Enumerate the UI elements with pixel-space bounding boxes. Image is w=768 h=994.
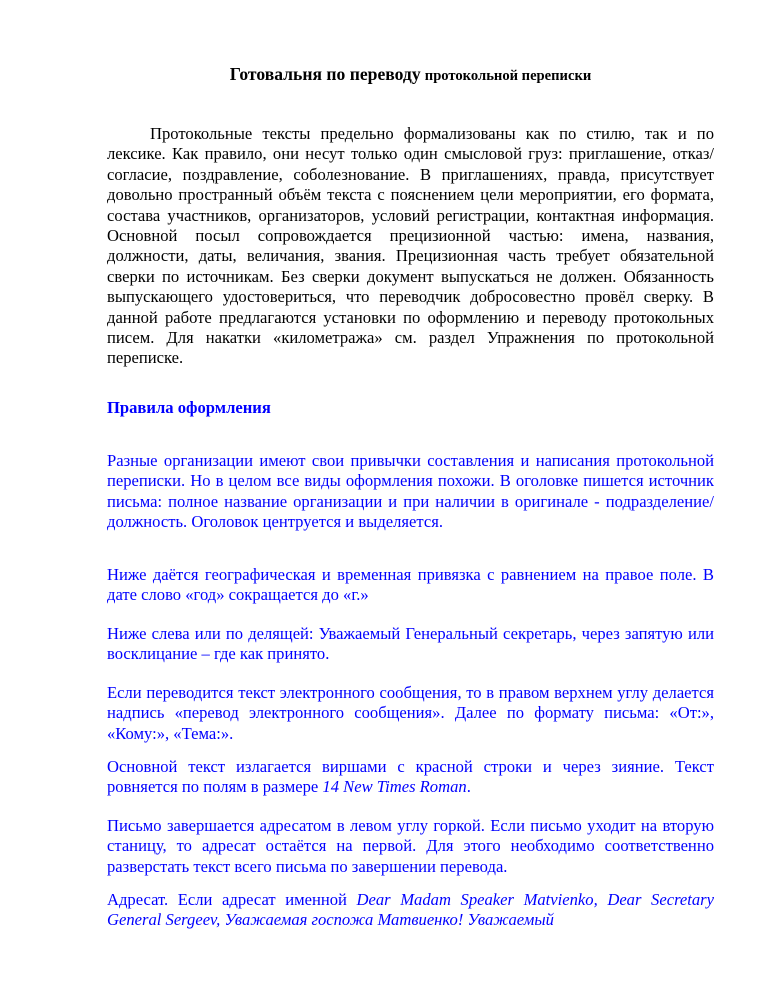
document-title	[107, 64, 714, 86]
p5-font-name: 14 New Times Roman	[322, 777, 467, 797]
p7-examples: Dear Madam Speaker Matvienko, Dear Secretary General Sergeev, Уважаемая госпожа Матвиенко! Уважаемый	[107, 890, 715, 930]
paragraph-email-rules: Если переводится текст электронного сообщения, то в правом верхнем углу делается надпись «перевод электронного сообщения». Далее по формату письма: «От:», «Кому:», «Тема:».	[107, 683, 714, 743]
section-heading: Правила оформления	[107, 398, 271, 417]
title-main: Готовальня по переводу	[229, 64, 421, 84]
title-sub: протокольной переписки	[424, 68, 592, 84]
paragraph-body-text-rules	[107, 757, 714, 798]
p5-end: .	[466, 777, 471, 797]
paragraph-addressee-rules	[107, 890, 714, 931]
paragraph-date-rules: Ниже даётся географическая и временная привязка с равнением на правое поле. В дате слово «год» сокращается до «г.»	[107, 565, 714, 605]
p7-text: Адресат. Если адресат именной	[107, 890, 357, 909]
intro-paragraph: Протокольные тексты предельно формализованы как по стилю, так и по лексике. Как правило, они несут только один смысловой груз: приглашение, отказ/согласие, поздравление, соболезнование. В приглашениях, правда, присутствует довольно пространный объём текста с пояснением цели мероприятии, его формата, состава участников, организаторов, условий регистрации, контактная информация. Основной посыл сопровождается прецизионной частью: имена, названия, должности, даты, величания, звания. Прецизионная часть требует обязательной сверки по источникам. Без сверки документ выпускаться не должен. Обязанность выпускающего удостовериться, что переводчик добросовестно провёл сверку. В данной работе предлагаются установки по оформлению и переводу протокольных писем. Для накатки «километража» см. раздел Упражнения по протокольной переписке.	[107, 124, 714, 368]
paragraph-salutation-rules: Ниже слева или по делящей: Уважаемый Генеральный секретарь, через запятую или восклицание – где как принято.	[107, 624, 714, 664]
paragraph-header-rules: Разные организации имеют свои привычки составления и написания протокольной переписки. Но в целом все виды оформления похожи. В оголовке пишется источник письма: полное название организации и при наличии в оригинале - подразделение/должность. Оголовок центруется и выделяется.	[107, 451, 714, 532]
paragraph-closing-rules: Письмо завершается адресатом в левом углу горкой. Если письмо уходит на вторую станицу, то адресат остаётся на первой. Для этого необходимо соответственно разверстать текст всего письма по завершении перевода.	[107, 816, 714, 876]
p5-text: Основной текст излагается виршами с красной строки и через зияние. Текст ровняется по полям в размере	[107, 757, 714, 797]
